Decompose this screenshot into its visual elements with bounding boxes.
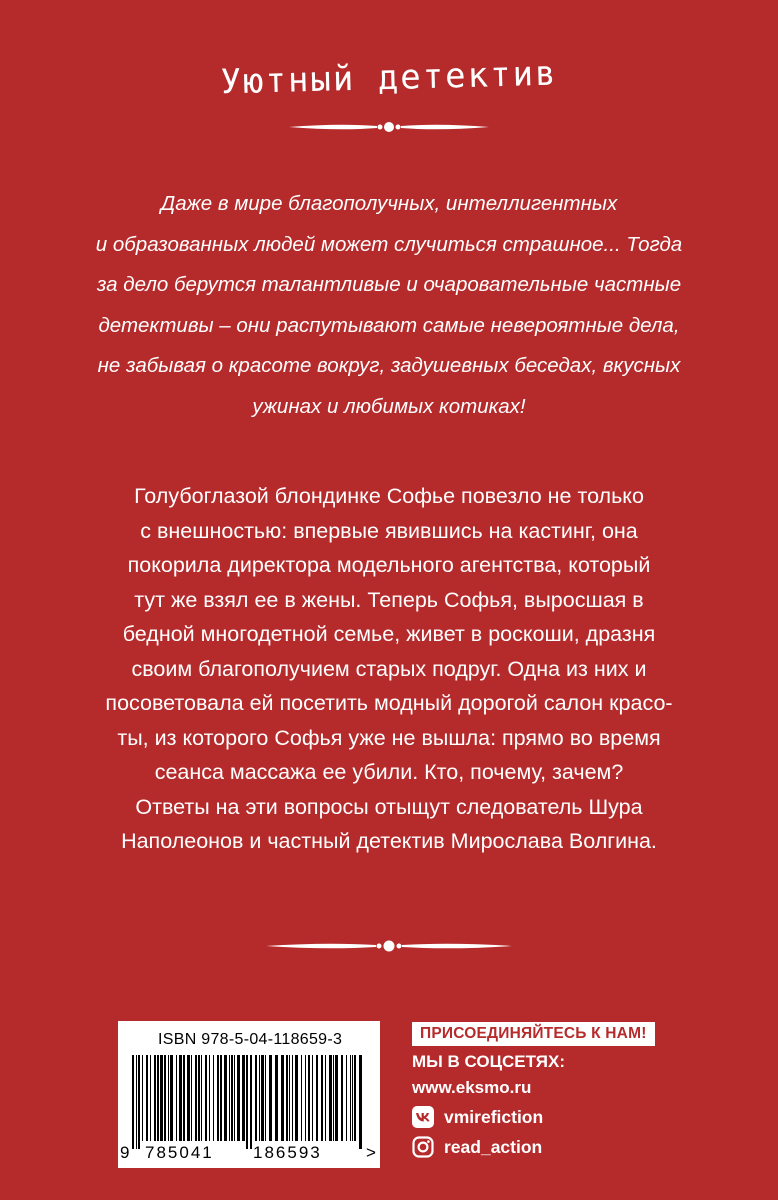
barcode-bar [187,1055,190,1141]
barcode-bar [217,1055,219,1141]
barcode-bar [164,1055,166,1141]
barcode-bar [138,1055,140,1149]
barcode-bar [213,1055,214,1141]
vk-icon [412,1106,434,1128]
website-link[interactable]: www.eksmo.ru [412,1078,532,1097]
annotation-line: тут же взял ее в жены. Теперь Софья, выросшая в [134,587,644,612]
barcode-bar [292,1055,293,1141]
instagram-handle: read_action [444,1136,543,1157]
barcode-bar [312,1055,313,1141]
social-block [412,1022,655,1158]
barcode-bar [176,1055,177,1141]
barcode-bar [250,1055,252,1149]
barcode-bar [333,1055,334,1141]
annotation-line: ты, из которого Софья уже не вышла: прямо во время [117,725,661,750]
barcode-bar [305,1055,306,1141]
series-tagline [60,184,718,427]
barcode-bars [132,1055,364,1149]
barcode-bar [255,1055,257,1141]
barcode-bar [179,1055,182,1141]
barcode-bar [281,1055,284,1141]
barcode-bar [269,1055,272,1141]
barcode-bar [237,1055,240,1141]
barcode-bar [242,1055,245,1141]
annotation-line: покорила директора модельного агентства, который [127,553,651,577]
barcode-bar [321,1055,323,1141]
barcode-bar [325,1055,326,1141]
barcode-bar [201,1055,202,1141]
join-us-badge: ПРИСОЕДИНЯЙТЕСЬ К НАМ! [412,1022,655,1046]
annotation-line: сеанса массажа ее убили. Кто, почему, зачем? [154,760,624,784]
barcode-bar [341,1055,343,1141]
barcode-bar [220,1055,222,1141]
annotation-line: с внешностью: впервые явившись на кастинг, она [140,518,638,543]
barcode-bar [308,1055,310,1141]
barcode-bar [259,1055,260,1141]
barcode-bar [265,1055,266,1141]
barcode-digit-first: 9 [120,1143,132,1162]
barcode-digit-tail: > [366,1143,378,1162]
barcode-bar [352,1055,353,1141]
barcode-bar [160,1055,163,1141]
barcode-bar [289,1055,290,1141]
barcode-bar [209,1055,210,1141]
instagram-icon [412,1136,434,1158]
barcode-bar [198,1055,200,1141]
annotation-line: Ответы на эти вопросы отыщут следователь Шура [135,794,643,819]
barcode-digits-right: 186593 [253,1143,322,1162]
barcode-bar [157,1055,159,1141]
barcode-bar [205,1055,207,1141]
barcode-bar [183,1055,185,1141]
barcode-bar [195,1055,197,1141]
annotation-line: своим благополучием старых подруг. Одна из них и [131,656,647,681]
barcode-bar [261,1055,264,1141]
barcode-bar [295,1055,298,1141]
barcode-bar [231,1055,233,1141]
tagline-line: и образованных людей может случиться страшное... Тогда [95,232,683,256]
barcode-bar [275,1055,278,1141]
ornament-divider-top [289,117,489,137]
barcode-bar [229,1055,230,1141]
annotation-line: Наполеонов и частный детектив Мирослава Волгина. [121,829,657,853]
barcode-bar [286,1055,288,1141]
barcode-bar [359,1055,362,1149]
vk-link[interactable] [412,1106,655,1128]
isbn-number: ISBN 978-5-04-118659-3 [158,1031,343,1048]
barcode-bar [234,1055,235,1141]
barcode-bar [150,1055,151,1141]
barcode-bar [224,1055,227,1141]
barcode-bar [354,1055,356,1141]
barcode-bar [146,1055,148,1141]
tagline-line: за дело берутся талантливые и очаровательные частные [96,273,682,296]
barcode-bar [246,1055,248,1149]
annotation-line: посоветовала ей посетить модный дорогой салон красо- [105,691,673,715]
tagline-line: детективы – они распутывают самые невероятные дела, [98,313,680,337]
annotation-line: бедной многодетной семье, живет в роскоши, дразня [122,622,656,646]
barcode-digits-left: 785041 [145,1143,214,1162]
tagline-line: не забывая о красоте вокруг, задушевных беседах, вкусных [97,354,681,377]
barcode-bar [329,1055,332,1141]
barcode-bar [191,1055,192,1141]
book-annotation [80,479,698,859]
series-title: Уютный детектив [220,53,558,103]
annotation-line: Голубоглазой блондинке Софье повезло не только [134,484,644,508]
barcode-bar [335,1055,338,1141]
barcode-bar [350,1055,351,1141]
ornament-divider-bottom [266,935,512,957]
social-heading: МЫ В СОЦСЕТЯХ: [412,1052,566,1071]
tagline-line: Даже в мире благополучных, интеллигентных [160,192,618,215]
isbn-barcode [118,1021,380,1168]
barcode-bar [301,1055,302,1141]
barcode-bar [136,1055,137,1149]
barcode-bar [142,1055,143,1141]
barcode-bar [346,1055,347,1141]
barcode-bar [170,1055,173,1141]
tagline-line: ужинах и любимых котиках! [252,394,526,418]
barcode-bar [154,1055,156,1141]
barcode-bar [132,1055,134,1149]
barcode-bar [168,1055,169,1141]
vk-handle: vmirefiction [444,1106,544,1127]
instagram-link[interactable] [412,1136,655,1158]
barcode-bar [316,1055,318,1141]
